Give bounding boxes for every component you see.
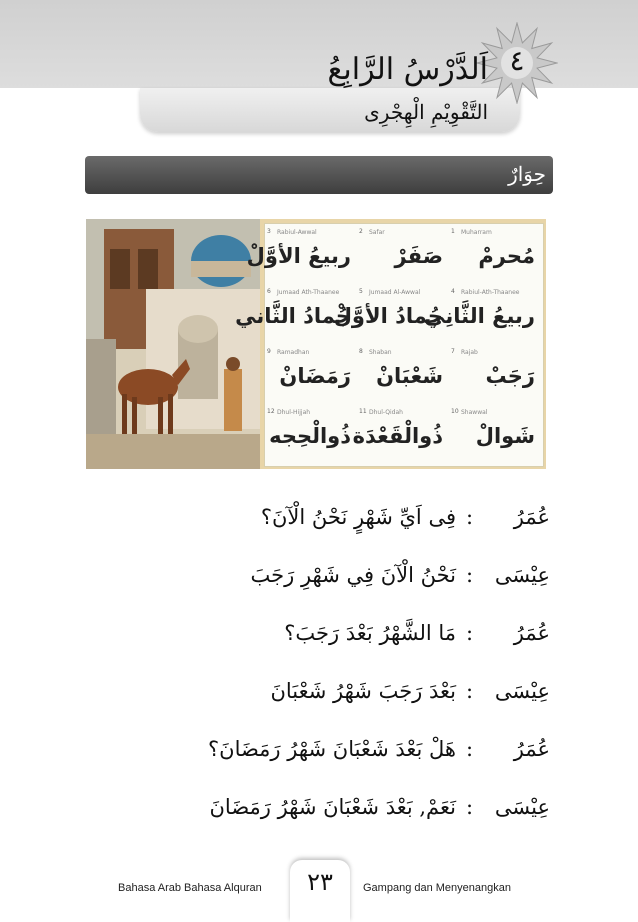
section-bar — [85, 156, 553, 194]
dialogue-line — [0, 621, 638, 661]
month-arabic-name: شَوالْ — [475, 424, 535, 448]
month-latin-name: Safar — [369, 229, 385, 236]
dialogue-line — [0, 563, 638, 603]
month-latin-name: Rajab — [461, 349, 478, 356]
calendar-figure — [86, 219, 546, 469]
month-index: 10 — [451, 408, 459, 415]
month-index: 3 — [267, 228, 271, 235]
month-cell — [246, 226, 357, 286]
month-latin-name: Jumaad Ath-Thaanee — [277, 289, 340, 296]
month-arabic-name: شَعْبَانْ — [376, 364, 443, 388]
month-latin-name: Dhul-Hijjah — [277, 409, 311, 416]
utterance-text: مَا الشَّهْرُ بَعْدَ رَجَبَ؟ — [284, 621, 456, 645]
month-latin-name: Shawwal — [461, 409, 488, 416]
utterance-text: فِى اَيِّ شَهْرٍ نَحْنُ الْآنَ؟ — [260, 505, 456, 529]
speaker-name: عُمَرُ — [513, 621, 550, 645]
month-cell — [357, 226, 449, 286]
month-index: 7 — [451, 348, 455, 355]
lesson-number: ٤ — [509, 44, 525, 77]
month-index: 5 — [359, 288, 363, 295]
footer-tagline: Gampang dan Menyenangkan — [363, 882, 511, 894]
month-latin-name: Jumaad Al-Awwal — [369, 289, 421, 296]
speaker-name: عِيْسَى — [494, 563, 550, 587]
month-cell — [235, 286, 357, 346]
month-arabic-name: مُحرمْ — [478, 244, 535, 268]
month-cell — [333, 286, 449, 346]
month-latin-name: Rabiul-Awwal — [277, 229, 317, 236]
speaker-name: عُمَرُ — [513, 505, 550, 529]
month-arabic-name: رَجَبْ — [485, 364, 535, 388]
month-index: 4 — [451, 288, 455, 295]
separator-colon: : — [466, 505, 474, 529]
month-arabic-name: ربيعُ الأوَّلْ — [246, 244, 351, 268]
lesson-title: اَلدَّرْسُ الرَّابِعُ — [327, 52, 488, 87]
dialogue-line — [0, 679, 638, 719]
month-arabic-name: ذُوالْقَعْدَة — [352, 424, 443, 448]
utterance-text: هَلْ بَعْدَ شَعْبَانَ شَهْرُ رَمَضَانَ؟ — [208, 737, 456, 761]
month-cell — [357, 346, 449, 406]
utterance-text: نَعَمْ, بَعْدَ شَعْبَانَ شَهْرُ رَمَضَانَ — [209, 795, 456, 819]
month-index: 9 — [267, 348, 271, 355]
month-arabic-name: ربيعُ الثَّانِي — [424, 304, 535, 328]
month-cell — [352, 406, 449, 466]
mosque-fountain-painting — [86, 219, 260, 469]
month-index: 2 — [359, 228, 363, 235]
month-latin-name: Rabiul-Ath-Thaanee — [461, 289, 520, 296]
month-index: 8 — [359, 348, 363, 355]
separator-colon: : — [466, 563, 474, 587]
month-index: 6 — [267, 288, 271, 295]
month-index: 11 — [359, 408, 367, 415]
separator-colon: : — [466, 679, 474, 703]
month-index: 1 — [451, 228, 455, 235]
month-arabic-name: جُمادُ الثَّاني — [235, 304, 351, 328]
month-index: 12 — [267, 408, 275, 415]
month-latin-name: Dhul-Qidah — [369, 409, 403, 416]
speaker-name: عِيْسَى — [494, 795, 550, 819]
section-title: حِوَارٌ — [508, 162, 546, 186]
utterance-text: نَحْنُ الْآنَ فِي شَهْرِ رَجَبَ — [250, 563, 456, 587]
month-latin-name: Shaban — [369, 349, 392, 356]
lesson-subtitle: التَّقْوِيْمِ الْهِجْرِى — [364, 100, 488, 124]
month-latin-name: Ramadhan — [277, 349, 310, 356]
month-cell — [265, 346, 357, 406]
month-arabic-name: رَمَضَانْ — [279, 364, 351, 388]
speaker-name: عُمَرُ — [513, 737, 550, 761]
month-latin-name: Muharram — [461, 229, 492, 236]
month-arabic-name: ذُوالْحِجه — [269, 424, 351, 448]
month-cell — [449, 406, 541, 466]
separator-colon: : — [466, 737, 474, 761]
month-cell — [265, 406, 357, 466]
speaker-name: عِيْسَى — [494, 679, 550, 703]
dialogue-line — [0, 737, 638, 777]
month-arabic-name: صَفَرْ — [394, 244, 443, 268]
dialogue-line — [0, 505, 638, 545]
footer-book-title: Bahasa Arab Bahasa Alquran — [118, 882, 262, 894]
page-number: ٢٣ — [307, 868, 333, 896]
month-cell — [449, 226, 541, 286]
separator-colon: : — [466, 795, 474, 819]
month-cell — [424, 286, 541, 346]
utterance-text: بَعْدَ رَجَبَ شَهْرُ شَعْبَانَ — [270, 679, 456, 703]
month-cell — [449, 346, 541, 406]
hijri-months-panel — [235, 223, 544, 467]
month-arabic-name: جُمادُ الأوَّلْ — [333, 304, 443, 328]
separator-colon: : — [466, 621, 474, 645]
dialogue-line — [0, 795, 638, 835]
